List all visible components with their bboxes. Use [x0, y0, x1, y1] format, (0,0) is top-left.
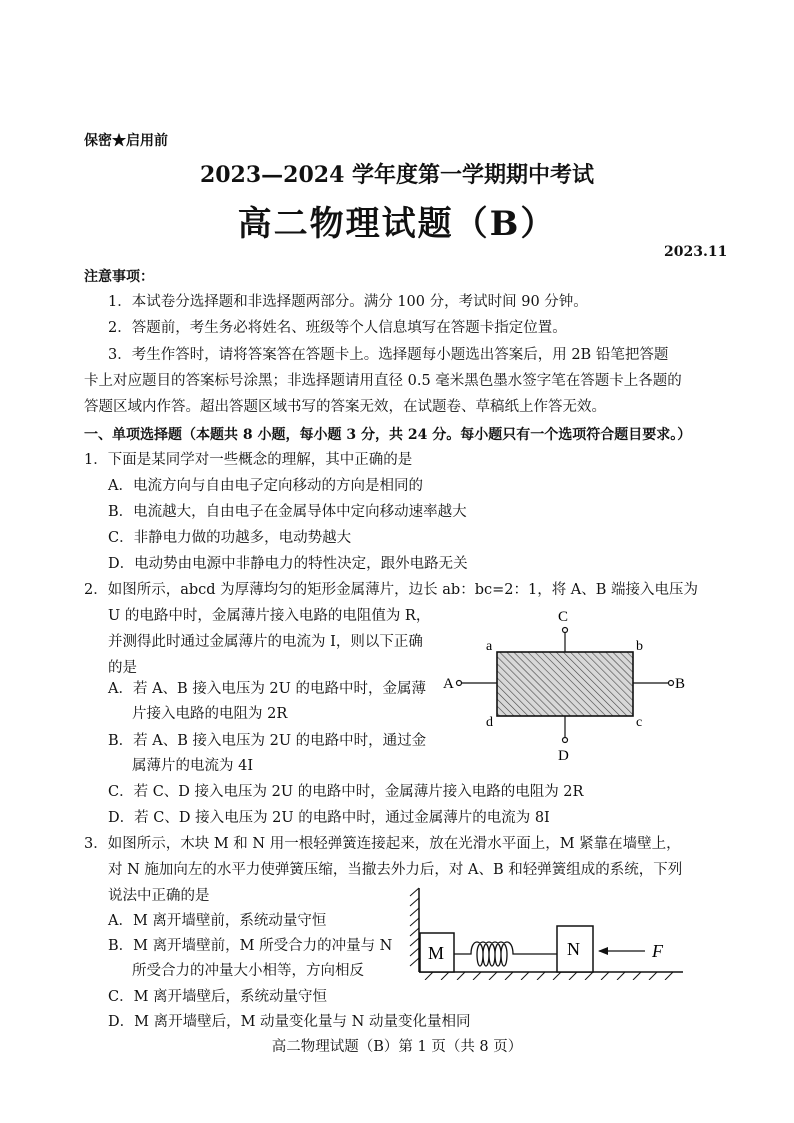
q2-option-a-line-2: 片接入电路的电阻为 2R: [132, 706, 288, 722]
q2-option-b-line-2: 属薄片的电流为 4I: [132, 758, 254, 774]
q1-option-a: A．电流方向与自由电子定向移动的方向是相同的: [108, 478, 423, 494]
q2-metal-sheet-figure: [440, 600, 700, 770]
q1-option-b: B．电流越大，自由电子在金属导体中定向移动速率越大: [108, 504, 467, 520]
note-item-3-line-3: 答题区域内作答。超出答题区域书写的答案无效，在试题卷、草稿纸上作答无效。: [84, 399, 606, 415]
q3-stem-line-1: 3．如图所示，木块 M 和 N 用一根轻弹簧连接起来，放在光滑水平面上，M 紧靠在墙壁上，: [84, 836, 681, 852]
section-1-title: 一、单项选择题（本题共 8 小题，每小题 3 分，共 24 分。每小题只有一个选项符合题目要求。）: [84, 427, 692, 443]
q2-option-d: D．若 C、D 接入电压为 2U 的电路中时，通过金属薄片的电流为 8I: [108, 810, 550, 826]
q2-stem-line-2: U 的电路中时，金属薄片接入电路的电阻值为 R，: [108, 608, 431, 624]
notes-heading: 注意事项：: [84, 269, 154, 285]
q2-stem-line-3: 并测得此时通过金属薄片的电流为 I，则以下正确: [108, 634, 423, 650]
q3-option-a: A．M 离开墙壁前，系统动量守恒: [108, 913, 327, 929]
q3-stem-line-3: 说法中正确的是: [108, 888, 210, 904]
q1-option-d: D．电动势由电源中非静电力的特性决定，跟外电路无关: [108, 556, 468, 572]
terminal-d: [563, 738, 568, 743]
label-b-upper: B: [675, 676, 686, 692]
spring: [454, 942, 557, 966]
terminal-b: [669, 681, 674, 686]
label-a-upper: A: [443, 676, 454, 692]
block-n-label: N: [567, 939, 580, 959]
terminal-c: [563, 628, 568, 633]
q3-option-b-line-2: 所受合力的冲量大小相等，方向相反: [132, 963, 364, 979]
note-item-2: 2．答题前，考生务必将姓名、班级等个人信息填写在答题卡指定位置。: [108, 320, 567, 336]
terminal-a: [457, 681, 462, 686]
q1-stem: 1．下面是某同学对一些概念的理解，其中正确的是: [84, 452, 413, 468]
q3-option-b-line-1: B．M 离开墙壁前，M 所受合力的冲量与 N: [108, 938, 393, 954]
q3-spring-blocks-figure: [405, 880, 695, 980]
label-d-upper: D: [558, 748, 569, 764]
label-c-upper: C: [558, 609, 569, 625]
q2-stem-line-1: 2．如图所示，abcd 为厚薄均匀的矩形金属薄片，边长 ab：bc=2：1，将 A、B 端接入电压为: [84, 582, 699, 598]
q1-option-c: C．非静电力做的功越多，电动势越大: [108, 530, 352, 546]
q3-option-c: C．M 离开墙壁后，系统动量守恒: [108, 989, 328, 1005]
q3-stem-line-2: 对 N 施加向左的水平力使弹簧压缩，当撤去外力后，对 A、B 和轻弹簧组成的系统，下列: [108, 862, 683, 878]
corner-label-c: c: [636, 715, 643, 730]
paper-title: 高二物理试题（B）: [237, 204, 557, 244]
force-arrowhead: [598, 947, 608, 955]
confidentiality-mark: 保密★启用前: [84, 133, 168, 149]
exam-title: 2023—2024 学年度第一学期期中考试: [199, 162, 595, 188]
exam-date: 2023.11: [664, 244, 728, 260]
note-item-1: 1．本试卷分选择题和非选择题两部分。满分 100 分，考试时间 90 分钟。: [108, 294, 588, 310]
page-footer: 高二物理试题（B）第 1 页（共 8 页）: [271, 1039, 523, 1055]
corner-label-b: b: [636, 639, 643, 654]
force-label: F: [652, 941, 663, 961]
q2-option-a-line-1: A．若 A、B 接入电压为 2U 的电路中时，金属薄: [108, 681, 426, 697]
q2-option-c: C．若 C、D 接入电压为 2U 的电路中时，金属薄片接入电路的电阻为 2R: [108, 784, 584, 800]
q2-option-b-line-1: B．若 A、B 接入电压为 2U 的电路中时，通过金: [108, 733, 427, 749]
q3-option-d: D．M 离开墙壁后，M 动量变化量与 N 动量变化量相同: [108, 1014, 471, 1030]
note-item-3-line-2: 卡上对应题目的答案标号涂黑；非选择题请用直径 0.5 毫米黑色墨水签字笔在答题卡上各题的: [84, 373, 682, 389]
note-item-3-line-1: 3．考生作答时，请将答案答在答题卡上。选择题每小题选出答案后，用 2B 铅笔把答题: [108, 347, 669, 363]
block-m-label: M: [428, 943, 445, 963]
corner-label-a: a: [486, 639, 493, 654]
q2-stem-line-4: 的是: [108, 660, 137, 676]
corner-label-d: d: [486, 715, 493, 730]
metal-sheet: [497, 652, 633, 716]
